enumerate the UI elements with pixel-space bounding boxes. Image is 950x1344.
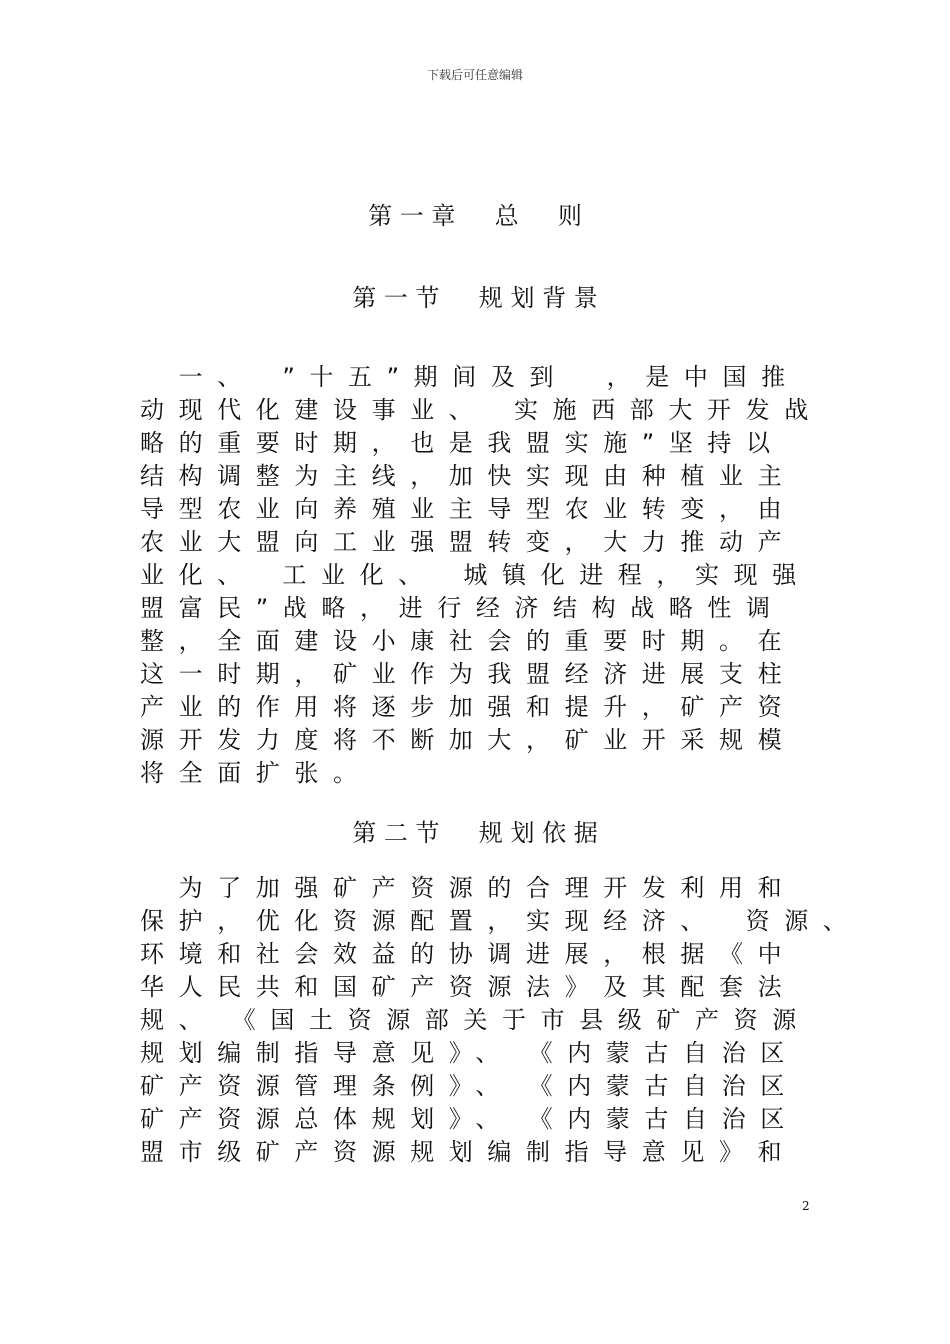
text-line: 动现代化建设事业、 实施西部大开发战 [140,396,823,424]
section-title-basis: 第 二 节 规 划 依 据 [352,819,598,847]
text-line: 矿产资源管理条例》、 《内蒙古自治区 [140,1072,799,1100]
text-line: 盟市级矿产资源规划编制指导意见》和 [140,1138,797,1166]
text-line: 源开发力度将不断加大，矿业开采规模 [140,726,797,754]
text-line: 一、 ”十五”期间及到 ，是中国推 [140,363,800,391]
text-line: 矿产资源总体规划》、 《内蒙古自治区 [140,1105,799,1133]
page-number: 2 [802,1199,810,1213]
text-line: 业化、 工业化、 城镇化进程，实现强 [140,561,811,589]
text-line: 为了加强矿产资源的合理开发利用和 [140,874,797,902]
text-line: 略的重要时期，也是我盟实施”坚持以 [140,429,785,457]
text-line: 环境和社会效益的协调进展，根据《中 [140,940,797,968]
text-line: 这一时期，矿业作为我盟经济进展支柱 [140,660,797,688]
text-line: 盟富民”战略，进行经济结构战略性调 [140,594,785,622]
chapter-title: 第 一 章 总 则 [368,202,582,230]
text-line: 规划编制指导意见》、 《内蒙古自治区 [140,1039,799,1067]
text-line: 保护，优化资源配置，实现经济、 资源、 [140,907,862,935]
text-line: 结构调整为主线，加快实现由种植业主 [140,462,797,490]
text-line: 产业的作用将逐步加强和提升，矿产资 [140,693,797,721]
text-line: 规、 《国土资源部关于市县级矿产资源 [140,1006,811,1034]
paragraph-background [140,361,900,790]
text-line: 农业大盟向工业强盟转变，大力推动产 [140,528,797,556]
text-line: 将全面扩张。 [140,759,372,787]
header-note: 下载后可任意编辑 [426,68,523,82]
paragraph-basis [140,872,900,1169]
text-line: 华人民共和国矿产资源法》及其配套法 [140,973,797,1001]
section-title-background: 第 一 节 规 划 背 景 [352,284,598,312]
text-line: 导型农业向养殖业主导型农业转变，由 [140,495,797,523]
text-line: 整，全面建设小康社会的重要时期。在 [140,627,797,655]
